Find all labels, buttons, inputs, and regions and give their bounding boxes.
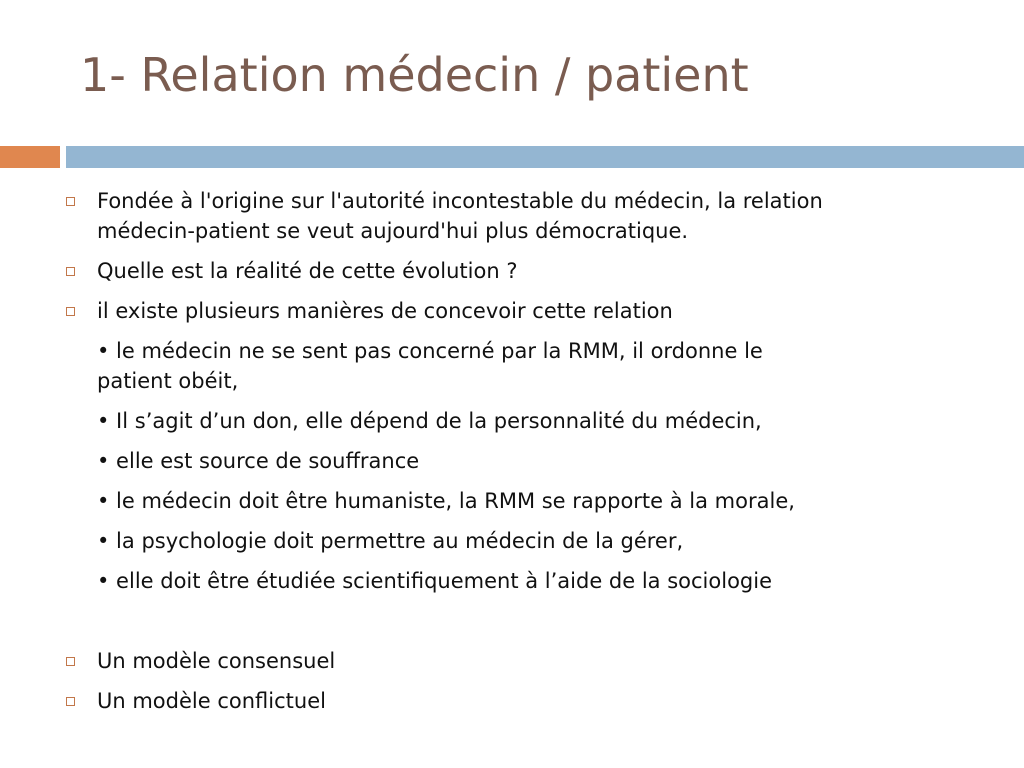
slide-title: 1- Relation médecin / patient [80, 48, 749, 102]
bullet-text-line: médecin-patient se veut aujourd'hui plus démocratique. [97, 219, 689, 243]
bullet-item [97, 296, 977, 326]
sub-item-text-line: • la psychologie doit permettre au médecin de la gérer, [97, 529, 684, 553]
sub-item-text-line: • elle doit être étudiée scientifiquement à l’aide de la sociologie [97, 569, 773, 593]
square-bullet-icon [66, 697, 75, 706]
bullet-text-line: Quelle est la réalité de cette évolution ? [97, 259, 518, 283]
sub-item-text-line: • le médecin ne se sent pas concerné par la RMM, il ordonne le [97, 339, 763, 363]
sub-item [97, 446, 977, 476]
square-bullet-icon [66, 197, 75, 206]
sub-item [97, 336, 977, 396]
sub-item [97, 406, 977, 436]
model-item-conflictual [97, 686, 977, 716]
square-bullet-icon [66, 657, 75, 666]
square-bullet-icon [66, 307, 75, 316]
square-bullet-icon [66, 267, 75, 276]
sub-item-text-line: • elle est source de souffrance [97, 449, 420, 473]
sub-item [97, 526, 977, 556]
sub-item-text-line: patient obéit, [97, 369, 239, 393]
sub-item-text-line: • Il s’agit d’un don, elle dépend de la personnalité du médecin, [97, 409, 762, 433]
bullet-text-line: Fondée à l'origine sur l'autorité incontestable du médecin, la relation [97, 189, 823, 213]
sub-item-text-line: • le médecin doit être humaniste, la RMM se rapporte à la morale, [97, 489, 795, 513]
model-label: Un modèle consensuel [97, 649, 336, 673]
model-label: Un modèle conflictuel [97, 689, 326, 713]
bullet-item [97, 256, 977, 286]
bullet-text-line: il existe plusieurs manières de concevoir cette relation [97, 299, 673, 323]
sub-item [97, 486, 977, 516]
bullet-item [97, 186, 977, 246]
model-item-consensual [97, 646, 977, 676]
sub-item [97, 566, 977, 596]
